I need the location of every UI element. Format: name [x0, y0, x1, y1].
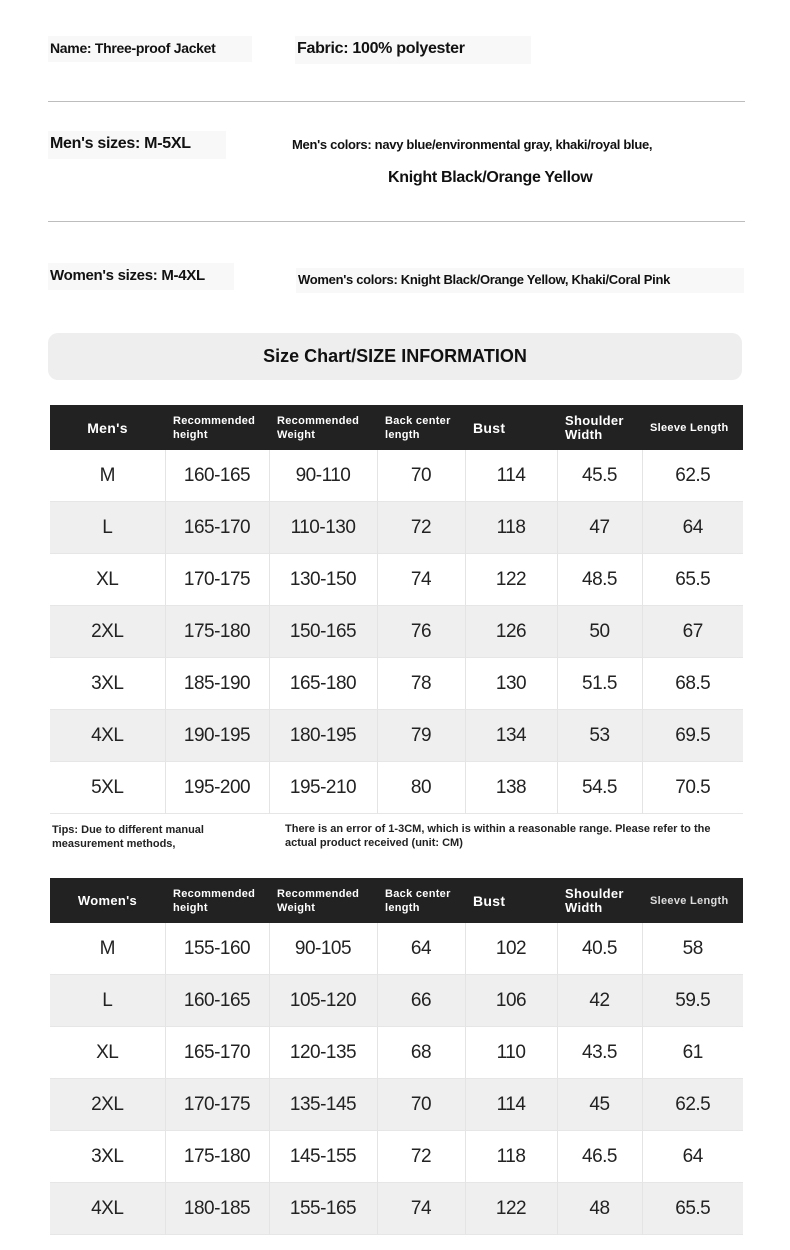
cell-size: M — [50, 923, 165, 975]
table-header-row — [50, 878, 743, 923]
mens-colors-line2: Knight Black/Orange Yellow — [388, 169, 593, 186]
cell-weight: 180-195 — [269, 710, 377, 762]
header-weight: Recommended Weight — [269, 405, 377, 450]
cell-sleeve: 65.5 — [642, 554, 743, 606]
cell-shoulder: 45 — [557, 1079, 642, 1131]
cell-weight: 105-120 — [269, 975, 377, 1027]
tips-right: There is an error of 1-3CM, which is within a reasonable range. Please refer to the actual product received (unit: CM) — [285, 823, 711, 849]
header-back-length: Back center length — [377, 878, 465, 923]
cell-size: XL — [50, 554, 165, 606]
cell-back-length: 79 — [377, 710, 465, 762]
cell-height: 165-170 — [165, 1027, 269, 1079]
table-row — [50, 710, 743, 762]
cell-sleeve: 69.5 — [642, 710, 743, 762]
table-row — [50, 606, 743, 658]
table-row — [50, 658, 743, 710]
cell-size: 3XL — [50, 1131, 165, 1183]
cell-back-length: 72 — [377, 502, 465, 554]
cell-shoulder: 43.5 — [557, 1027, 642, 1079]
womens-sizes: Women's sizes: M-4XL — [48, 263, 234, 290]
cell-bust: 118 — [465, 502, 557, 554]
table-row — [50, 554, 743, 606]
cell-back-length: 74 — [377, 1183, 465, 1235]
cell-sleeve: 62.5 — [642, 1079, 743, 1131]
cell-sleeve: 64 — [642, 1131, 743, 1183]
cell-bust: 118 — [465, 1131, 557, 1183]
cell-sleeve: 58 — [642, 923, 743, 975]
cell-bust: 138 — [465, 762, 557, 814]
cell-sleeve: 61 — [642, 1027, 743, 1079]
cell-back-length: 80 — [377, 762, 465, 814]
cell-back-length: 68 — [377, 1027, 465, 1079]
cell-sleeve: 64 — [642, 502, 743, 554]
cell-size: L — [50, 975, 165, 1027]
cell-back-length: 64 — [377, 923, 465, 975]
cell-height: 160-165 — [165, 975, 269, 1027]
cell-size: M — [50, 450, 165, 502]
cell-size: 4XL — [50, 710, 165, 762]
cell-shoulder: 42 — [557, 975, 642, 1027]
divider — [48, 101, 745, 102]
header-weight: Recommended Weight — [269, 878, 377, 923]
cell-sleeve: 62.5 — [642, 450, 743, 502]
header-height: Recommended height — [165, 878, 269, 923]
cell-weight: 90-105 — [269, 923, 377, 975]
table-row — [50, 923, 743, 975]
cell-weight: 130-150 — [269, 554, 377, 606]
cell-bust: 122 — [465, 1183, 557, 1235]
table-row — [50, 1027, 743, 1079]
cell-weight: 165-180 — [269, 658, 377, 710]
cell-weight: 195-210 — [269, 762, 377, 814]
cell-size: XL — [50, 1027, 165, 1079]
table-row — [50, 1131, 743, 1183]
cell-shoulder: 48 — [557, 1183, 642, 1235]
header-shoulder: Shoulder Width — [557, 405, 642, 450]
mens-sizes: Men's sizes: M-5XL — [48, 131, 226, 159]
table-row — [50, 1183, 743, 1235]
table-row — [50, 762, 743, 814]
cell-back-length: 76 — [377, 606, 465, 658]
cell-height: 180-185 — [165, 1183, 269, 1235]
cell-size: 2XL — [50, 606, 165, 658]
header-size: Women's — [50, 878, 165, 923]
cell-height: 170-175 — [165, 554, 269, 606]
cell-sleeve: 65.5 — [642, 1183, 743, 1235]
cell-height: 175-180 — [165, 1131, 269, 1183]
size-chart-banner: Size Chart/SIZE INFORMATION — [48, 333, 742, 380]
cell-back-length: 70 — [377, 1079, 465, 1131]
header-height: Recommended height — [165, 405, 269, 450]
cell-height: 160-165 — [165, 450, 269, 502]
mens-size-table — [50, 405, 743, 814]
cell-bust: 134 — [465, 710, 557, 762]
cell-weight: 155-165 — [269, 1183, 377, 1235]
cell-height: 190-195 — [165, 710, 269, 762]
cell-sleeve: 67 — [642, 606, 743, 658]
header-bust: Bust — [465, 405, 557, 450]
table-row — [50, 1079, 743, 1131]
header-shoulder: Shoulder Width — [557, 878, 642, 923]
cell-weight: 120-135 — [269, 1027, 377, 1079]
cell-back-length: 78 — [377, 658, 465, 710]
cell-bust: 106 — [465, 975, 557, 1027]
cell-height: 175-180 — [165, 606, 269, 658]
table-header-row — [50, 405, 743, 450]
cell-bust: 102 — [465, 923, 557, 975]
cell-shoulder: 53 — [557, 710, 642, 762]
cell-weight: 90-110 — [269, 450, 377, 502]
cell-height: 170-175 — [165, 1079, 269, 1131]
cell-height: 155-160 — [165, 923, 269, 975]
cell-shoulder: 40.5 — [557, 923, 642, 975]
tips-left: Tips: Due to different manual measurement methods, — [52, 824, 204, 850]
cell-bust: 130 — [465, 658, 557, 710]
cell-bust: 114 — [465, 450, 557, 502]
cell-shoulder: 50 — [557, 606, 642, 658]
cell-weight: 135-145 — [269, 1079, 377, 1131]
cell-weight: 150-165 — [269, 606, 377, 658]
womens-size-table — [50, 878, 743, 1235]
cell-sleeve: 70.5 — [642, 762, 743, 814]
cell-back-length: 72 — [377, 1131, 465, 1183]
divider — [48, 221, 745, 222]
cell-back-length: 70 — [377, 450, 465, 502]
cell-size: 2XL — [50, 1079, 165, 1131]
cell-height: 195-200 — [165, 762, 269, 814]
cell-bust: 110 — [465, 1027, 557, 1079]
header-bust: Bust — [465, 878, 557, 923]
cell-bust: 114 — [465, 1079, 557, 1131]
cell-size: 4XL — [50, 1183, 165, 1235]
cell-sleeve: 59.5 — [642, 975, 743, 1027]
cell-back-length: 66 — [377, 975, 465, 1027]
cell-weight: 110-130 — [269, 502, 377, 554]
cell-shoulder: 54.5 — [557, 762, 642, 814]
header-back-length: Back center length — [377, 405, 465, 450]
cell-size: L — [50, 502, 165, 554]
cell-size: 3XL — [50, 658, 165, 710]
cell-shoulder: 46.5 — [557, 1131, 642, 1183]
table-row — [50, 450, 743, 502]
cell-shoulder: 51.5 — [557, 658, 642, 710]
cell-sleeve: 68.5 — [642, 658, 743, 710]
product-name: Name: Three-proof Jacket — [48, 36, 252, 62]
mens-colors-line1: Men's colors: navy blue/environmental gray, khaki/royal blue, — [292, 137, 653, 152]
cell-bust: 126 — [465, 606, 557, 658]
cell-back-length: 74 — [377, 554, 465, 606]
cell-shoulder: 48.5 — [557, 554, 642, 606]
cell-shoulder: 45.5 — [557, 450, 642, 502]
header-size: Men's — [50, 405, 165, 450]
table-row — [50, 975, 743, 1027]
product-fabric: Fabric: 100% polyester — [295, 36, 531, 64]
cell-bust: 122 — [465, 554, 557, 606]
cell-height: 185-190 — [165, 658, 269, 710]
table-row — [50, 502, 743, 554]
header-sleeve: Sleeve Length — [642, 878, 743, 923]
header-sleeve: Sleeve Length — [642, 405, 743, 450]
cell-size: 5XL — [50, 762, 165, 814]
cell-shoulder: 47 — [557, 502, 642, 554]
womens-colors: Women's colors: Knight Black/Orange Yellow, Khaki/Coral Pink — [296, 268, 744, 293]
cell-height: 165-170 — [165, 502, 269, 554]
cell-weight: 145-155 — [269, 1131, 377, 1183]
